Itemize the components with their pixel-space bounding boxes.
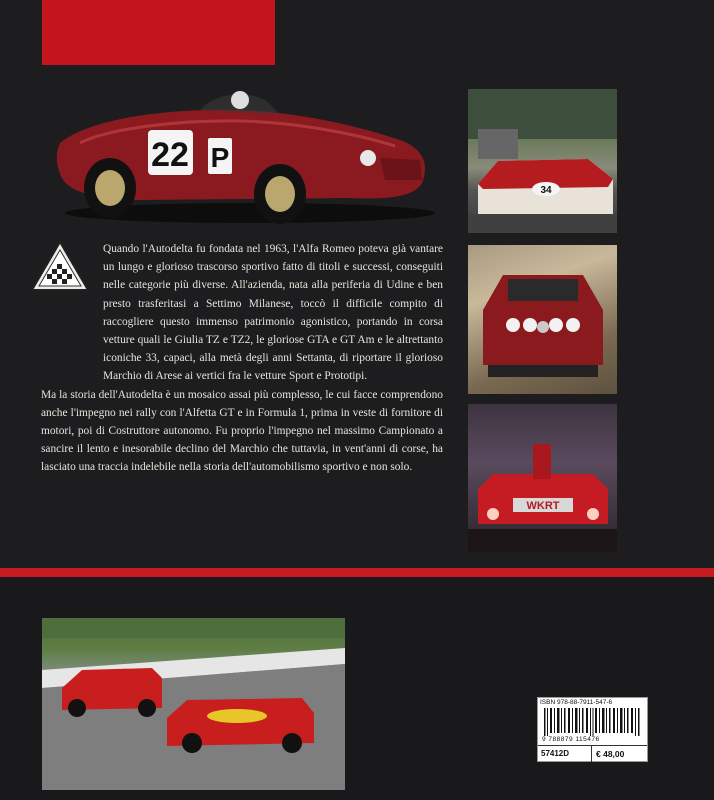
hero-car-number: 22 (151, 136, 189, 174)
photo3-sponsor-text: WKRT (526, 500, 560, 512)
code-price-row (538, 745, 647, 762)
product-code: 57412D (538, 746, 592, 762)
hero-car-letter: P (210, 142, 230, 173)
description-text (41, 240, 443, 477)
isbn-text: ISBN 978-88-7911-547-6 (540, 699, 613, 706)
paragraph-1: Quando l'Autodelta fu fondata nel 1963, l'Alfa Romeo poteva già vantare un lungo e glorioso trascorso sportivo fatto di titoli e successi, conseguiti nelle categorie più diverse. All'azienda, nata alla periferia di Udine e ben presto trasferitasi a Settimo Milanese, toccò il difficile compito di raccogliere questo immenso patrimonio agonistico, portando in corsa vetture quali le Giulia TZ e TZ2, le gloriose GTA e GT Am e le altrettanto iconiche 33, capaci, alla metà degli anni Settanta, di riportare il glorioso Marchio di Arese ai vertici fra le vetture Sport e Prototipi. (103, 243, 443, 383)
paragraph-2: Ma la storia dell'Autodelta è un mosaico assai più complesso, le cui facce comprendono anche l'impegno nei rally con l'Alfetta GT e in Formula 1, prima in veste di fornitore di motori, poi di Costruttore autonomo. Fu proprio l'impegno nel massimo Campionato a sancire il lento e inesorabile declino del Marchio che tuttavia, in vent'anni di corse, ha lasciato una traccia indelebile nella storia dell'automobilismo sportivo e non solo. (41, 388, 443, 474)
price-label: € 48,00 (596, 749, 625, 759)
red-header-tab (42, 0, 275, 65)
photo-rally-car (468, 245, 617, 394)
photo-race-car-34 (468, 89, 617, 233)
photo-two-race-cars-track (42, 618, 345, 790)
barcode-digits: 9 788879 115476 (542, 736, 600, 743)
red-divider-stripe (0, 568, 714, 577)
hero-race-car-image (50, 88, 450, 228)
photo-night-race-car (468, 404, 617, 552)
barcode-label (537, 697, 648, 762)
autodelta-logo-icon (30, 240, 90, 292)
barcode-bars (544, 708, 642, 736)
photo1-car-number: 34 (540, 185, 552, 196)
